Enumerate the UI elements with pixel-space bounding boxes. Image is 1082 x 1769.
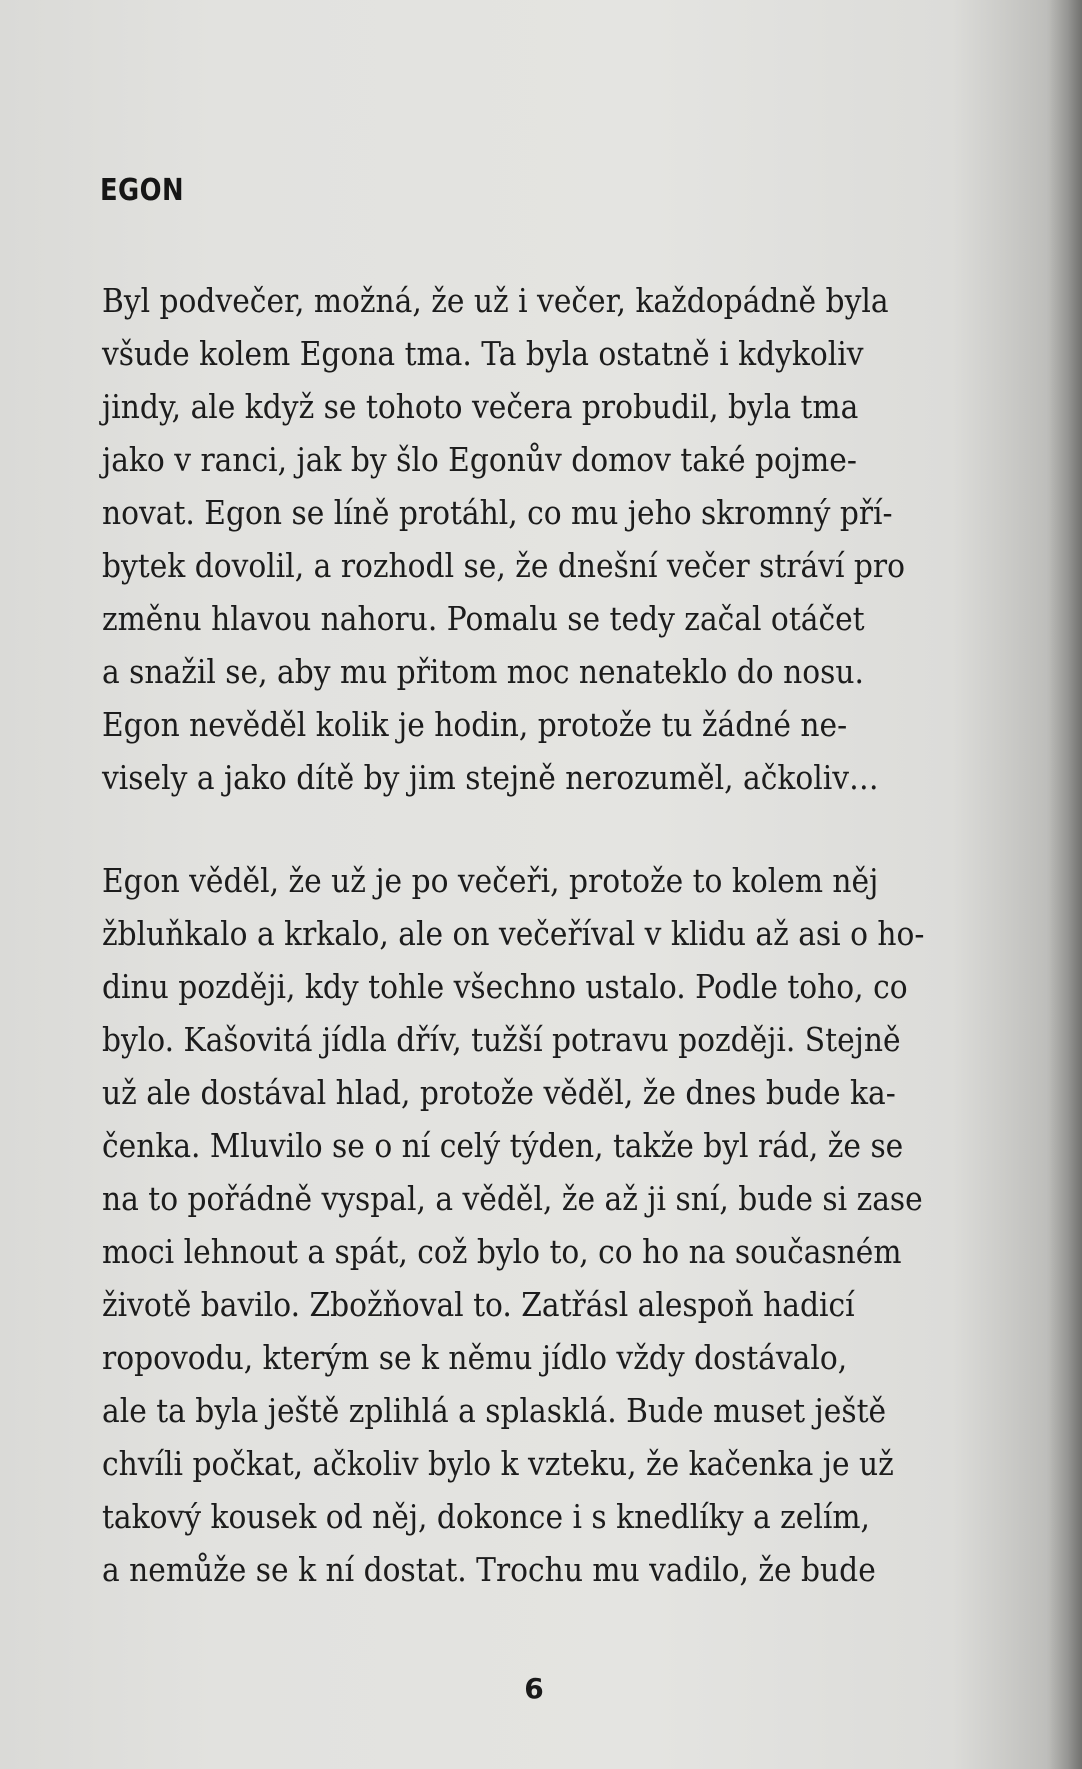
text-line: životě bavilo. Zbožňoval to. Zatřásl alespoň hadicí (102, 1285, 855, 1324)
text-line: žbluňkalo a krkalo, ale on večeříval v klidu až asi o ho- (102, 914, 925, 953)
text-line: a nemůže se k ní dostat. Trochu mu vadilo, že bude (102, 1550, 876, 1589)
text-line: visely a jako dítě by jim stejně nerozuměl, ačkoliv… (102, 758, 879, 797)
paragraph-1 (102, 274, 962, 804)
text-line: Egon věděl, že už je po večeři, protože to kolem něj (102, 861, 879, 900)
text-line: už ale dostával hlad, protože věděl, že dnes bude ka- (102, 1073, 896, 1112)
text-line: Byl podvečer, možná, že už i večer, každopádně byla (102, 281, 889, 320)
text-line: jako v ranci, jak by šlo Egonův domov také pojme- (102, 440, 857, 479)
text-line: změnu hlavou nahoru. Pomalu se tedy začal otáčet (102, 599, 865, 638)
text-line: na to pořádně vyspal, a věděl, že až ji sní, bude si zase (102, 1179, 923, 1218)
text-line: bytek dovolil, a rozhodl se, že dnešní večer stráví pro (102, 546, 905, 585)
text-line: ale ta byla ještě zplihlá a splasklá. Bude muset ještě (102, 1391, 887, 1430)
text-line: Egon nevěděl kolik je hodin, protože tu žádné ne- (102, 705, 848, 744)
text-line: dinu později, kdy tohle všechno ustalo. Podle toho, co (102, 967, 908, 1006)
page-number: 6 (524, 1672, 544, 1705)
chapter-title: EGON (100, 173, 185, 208)
text-line: čenka. Mluvilo se o ní celý týden, takže byl rád, že se (102, 1126, 904, 1165)
text-line: bylo. Kašovitá jídla dřív, tužší potravu později. Stejně (102, 1020, 901, 1059)
paragraph-2 (102, 854, 962, 1596)
text-line: ropovodu, kterým se k němu jídlo vždy dostávalo, (102, 1338, 848, 1377)
text-line: novat. Egon se líně protáhl, co mu jeho skromný pří- (102, 493, 893, 532)
text-line: všude kolem Egona tma. Ta byla ostatně i kdykoliv (102, 334, 864, 373)
text-line: moci lehnout a spát, což bylo to, co ho na současném (102, 1232, 902, 1271)
text-line: chvíli počkat, ačkoliv bylo k vzteku, že kačenka je už (102, 1444, 894, 1483)
text-line: a snažil se, aby mu přitom moc nenateklo do nosu. (102, 652, 864, 691)
text-line: takový kousek od něj, dokonce i s knedlíky a zelím, (102, 1497, 870, 1536)
text-line: jindy, ale když se tohoto večera probudil, byla tma (102, 387, 859, 426)
page-edge-shadow (1046, 0, 1082, 1769)
